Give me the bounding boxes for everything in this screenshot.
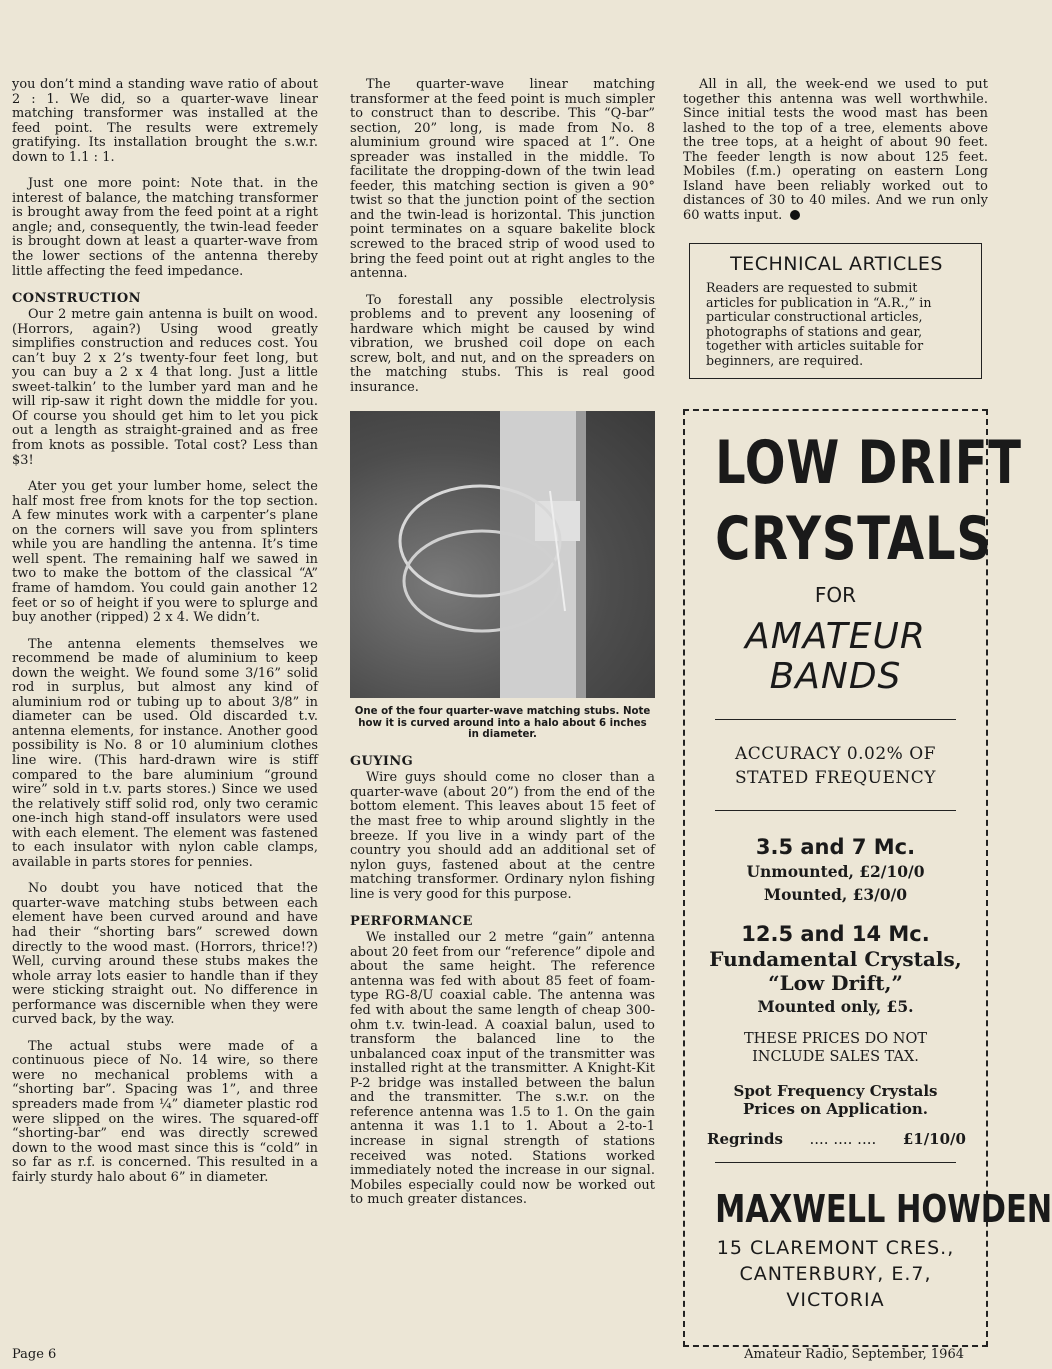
ad-accuracy-line2: STATED FREQUENCY (735, 768, 936, 788)
article-column-3 (683, 78, 988, 379)
paragraph: you don’t mind a standing wave ratio of about 2 : 1. We did, so a quarter-wave linear matching transformer was installed at the feed point. The results were extremely gratifying. Its installation brought the s.w.r. down to 1.1 : 1. (12, 77, 318, 165)
ad-address-line3: VICTORIA (786, 1289, 885, 1311)
ad-band2-title: 12.5 and 14 Mc. (741, 922, 930, 946)
section-heading-construction: CONSTRUCTION (12, 291, 141, 307)
paragraph: The actual stubs were made of a continuous piece of No. 14 wire, so there were no mechanical problems with a “shorting bar”. Spacing was 1”, and three spreaders made from ¼” diameter plastic rod were slipped on the wires. The squared-off “shorting-bar” end was directly screwed down to the wood mast since this is “cold” in so far as r.f. is concerned. This resulted in a fairly sturdy halo about 6” in diameter. (12, 1038, 318, 1185)
ad-regrinds (707, 1130, 966, 1148)
divider (715, 1162, 956, 1163)
ad-headline-line2: CRYSTALS (715, 504, 992, 574)
ad-spot-line1: Spot Frequency Crystals (733, 1082, 938, 1100)
ad-band2-desc1: Fundamental Crystals, (709, 947, 962, 971)
regrinds-dots: .... .... .... (809, 1130, 877, 1148)
article-column-2 (350, 78, 655, 1220)
ad-band1-unmounted: Unmounted, £2/10/0 (746, 862, 925, 881)
technical-articles-box (689, 243, 982, 378)
matching-stub-photo (350, 411, 655, 698)
photo-caption: One of the four quarter-wave matching stubs. Note how it is curved around into a halo about 6 inches in diameter. (354, 706, 651, 741)
ad-accuracy (685, 742, 986, 790)
section-heading-guying: GUYING (350, 754, 414, 770)
technical-articles-title: TECHNICAL ARTICLES (730, 253, 943, 276)
regrinds-label: Regrinds (707, 1130, 783, 1148)
paragraph: No doubt you have noticed that the quarter-wave matching stubs between each element have been curved around and have had their “shorting bars” screwed down directly to the wood mast. (Horrors, thrice!?) Well, curving around these stubs makes the whole array lots easier to handle than if they were sticking straight out. No difference in performance was discernible when they were curved back, by the way. (12, 881, 318, 1028)
paragraph: To forestall any possible electrolysis problems and to prevent any loosening of hardware which might be caused by wind vibration, we brushed coil dope on each screw, bolt, and nut, and on the spreaders on the matching stubs. This is real good insurance. (350, 292, 655, 395)
technical-articles-body: Readers are requested to submit articles for publication in “A.R.,” in particular constructional articles, photographs of stations and gear, together with articles suitable for beginners, are required. (706, 280, 932, 368)
ad-band2-mounted: Mounted only, £5. (757, 997, 914, 1016)
paragraph: Just one more point: Note that. in the interest of balance, the matching transformer is brought away from the feed point at a right angle; and, consequently, the twin-lead feeder is brought down at least a quarter-wave from the lower sections of the antenna thereby little affecting the feed impedance. (12, 176, 318, 279)
ad-address-line2: CANTERBURY, E.7, (739, 1263, 932, 1285)
ad-accuracy-line1: ACCURACY 0.02% OF (735, 744, 936, 764)
ad-headline-line1: LOW DRIFT (715, 428, 1022, 498)
divider (715, 719, 956, 720)
ad-address-line1: 15 CLAREMONT CRES., (716, 1237, 955, 1259)
ad-for: FOR (814, 583, 857, 607)
ad-spot-frequency (685, 1082, 986, 1118)
ad-address (685, 1235, 986, 1313)
paragraph: We installed our 2 metre “gain” antenna about 20 feet from our “reference” dipole and about the same height. The reference antenna was fed with about 85 feet of foam-type RG-8/U coaxial cable. The antenna was fed with about the same length of cheap 300-ohm t.v. twin-lead. A coaxial balun, used to transform the balanced line to the unbalanced coax input of the transmitter was installed right at the transmitter. A Knight-Kit P-2 bridge was installed between the balun and the transmitter. The s.w.r. on the reference antenna was 1.5 to 1. On the gain antenna it was 1.1 to 1. About a 2-to-1 increase in signal strength of stations received was noted. Stations worked immediately noted the increase in our signal. Mobiles especially could now be worked out to much greater distances. (350, 930, 655, 1208)
paragraph: Wire guys should come no closer than a quarter-wave (about 20”) from the end of the bottom element. This leaves about 15 feet of the mast free to whip around slightly in the breeze. If you live in a windy part of the country you should add an additional set of nylon guys, fastened about at the centre matching transformer. Ordinary nylon fishing line is very good for this purpose. (350, 770, 655, 902)
regrinds-price: £1/10/0 (902, 1130, 966, 1148)
ad-band1-title: 3.5 and 7 Mc. (755, 835, 916, 859)
paragraph: The quarter-wave linear matching transformer at the feed point is much simpler to construct than to describe. This “Q-bar” section, 20” long, is made from No. 8 aluminium ground wire spaced at 1”. One spreader was installed in the middle. To facilitate the dropping-down of the twin lead feeder, this matching section is given a 90° twist so that the junction point of the section and the twin-lead is horizontal. This junction point terminates on a square bakelite block screwed to the braced strip of wood used to bring the feed point out at right angles to the antenna. (350, 77, 655, 282)
paragraph (683, 78, 988, 223)
ad-script-line2: BANDS (769, 656, 902, 697)
ad-tax-note-line1: THESE PRICES DO NOT (743, 1031, 928, 1047)
page-number: Page 6 (12, 1347, 57, 1362)
ad-script-line1: AMATEUR (745, 616, 926, 657)
paragraph: Ater you get your lumber home, select the half most free from knots for the top section. A few minutes work with a carpenter’s plane on the corners will save you from splinters while you are handling the antenna. It’s time well spent. The remaining half we sawed in two to make the bottom of the classical “A” frame of hamdom. You could gain another 12 feet or so of height if you were to splurge and buy another (ripped) 2 x 4. We didn’t. (12, 479, 318, 626)
article-column-1 (12, 78, 318, 1197)
ad-company-name: MAXWELL HOWDEN (715, 1187, 1052, 1231)
ad-spot-line2: Prices on Application. (743, 1100, 928, 1118)
crystals-advertisement (683, 409, 1052, 1347)
ad-tax-note (685, 1030, 986, 1066)
section-heading-performance: PERFORMANCE (350, 914, 473, 930)
end-mark-icon (790, 210, 800, 220)
paragraph-text: All in all, the week-end we used to put together this antenna was well worthwhile. Since initial tests the wood mast has been lashed to the top of a tree, elements above the tree tops, at a height of about 90 feet. The feeder length is now about 125 feet. Mobiles (f.m.) operating on eastern Long Island have been reliably worked out to distances of 30 to 40 miles. And we run only 60 watts input. (683, 77, 988, 223)
paragraph: The antenna elements themselves we recommend be made of aluminium to keep down the weight. We found some 3/16” solid rod in surplus, but almost any kind of aluminium rod or tubing up to about 3/8” in diameter can be used. Old discarded t.v. antenna elements, for instance. Another good possibility is No. 8 or 10 aluminium clothes line wire. (This hard-drawn wire is stiff compared to the bare aluminium “ground wire” sold in t.v. parts stores.) Since we used the relatively stiff solid rod, only two ceramic one-inch high stand-off insulators were used with each element. The element was fastened to each insulator with nylon cable clamps, available in parts stores for pennies. (12, 636, 318, 870)
publication-footer: Amateur Radio, September, 1964 (744, 1347, 964, 1362)
divider (715, 810, 956, 811)
ad-band2-desc2: “Low Drift,” (768, 971, 903, 995)
ad-band1-mounted: Mounted, £3/0/0 (763, 885, 908, 904)
ad-tax-note-line2: INCLUDE SALES TAX. (752, 1049, 919, 1065)
paragraph: Our 2 metre gain antenna is built on wood. (Horrors, again?) Using wood greatly simplifies construction and reduces cost. You can’t buy 2 x 2’s twenty-four feet long, but you can buy a 2 x 4 that long. Just a little sweet-talkin’ to the lumber yard man and he will rip-saw it right down the middle for you. Of course you should get him to let you pick out a length as straight-grained and as free from knots as possible. Total cost? Less than $3! (12, 307, 318, 468)
